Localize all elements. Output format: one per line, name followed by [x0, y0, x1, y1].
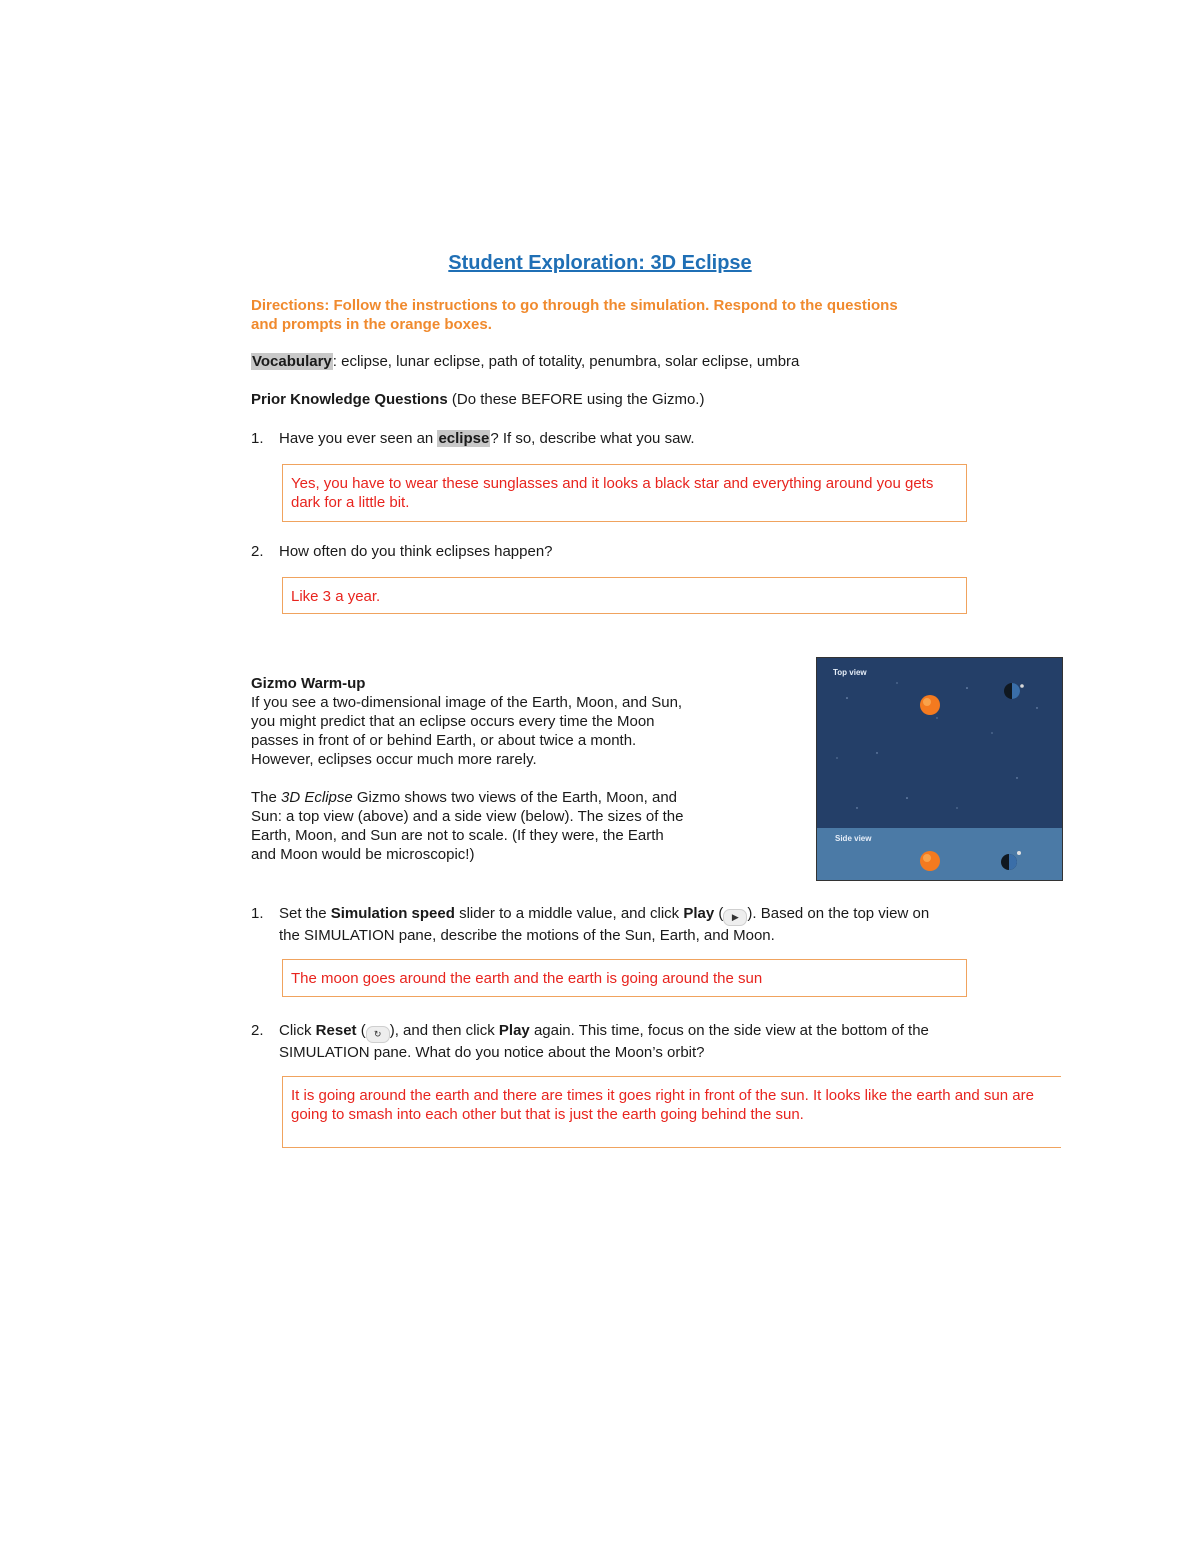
question-number: 1.	[251, 905, 264, 922]
question-number: 2.	[251, 1022, 264, 1039]
earth-side-icon	[997, 846, 1027, 876]
answer-box-warmup-1[interactable]: The moon goes around the earth and the earth is going around the sun	[282, 959, 967, 997]
warmup-question-1	[251, 904, 951, 944]
warmup-paragraph-2: The 3D Eclipse Gizmo shows two views of the Earth, Moon, and Sun: a top view (above) and a side view (below). The sizes of the Earth, Moon, and Sun are not to scale. (If they were, the Earth and Moon would be microscopic!)	[251, 789, 684, 863]
answer-box-prior-2[interactable]: Like 3 a year.	[282, 577, 967, 614]
prior-question-1	[251, 429, 951, 449]
answer-box-prior-1[interactable]: Yes, you have to wear these sunglasses and it looks a black star and everything around you gets dark for a little bit.	[282, 464, 967, 522]
warmup-paragraph-1: If you see a two-dimensional image of the Earth, Moon, and Sun, you might predict that an eclipse occurs every time the Moon passes in front of or behind Earth, or about twice a month. However, eclipses occur much more rarely.	[251, 694, 683, 768]
directions-text: Directions: Follow the instructions to go through the simulation. Respond to the questions and prompts in the orange boxes.	[251, 297, 898, 333]
top-view-label: Top view	[833, 668, 867, 677]
question-text: Click Reset ( ↻ ), and then click Play again. This time, focus on the side view at the bottom of the SIMULATION pane. What do you notice about the Moon’s orbit?	[279, 1022, 929, 1061]
warmup-question-2	[251, 1021, 951, 1061]
prior-note: (Do these BEFORE using the Gizmo.)	[447, 391, 705, 408]
side-view-label: Side view	[835, 834, 872, 843]
warmup-section	[251, 674, 691, 883]
eclipse-highlight: eclipse	[438, 430, 490, 447]
warmup-heading: Gizmo Warm-up	[251, 675, 366, 692]
vocabulary-line	[251, 353, 799, 370]
vocabulary-label: Vocabulary	[252, 353, 332, 370]
play-icon: ▶	[723, 909, 747, 926]
question-text: Have you ever seen an eclipse? If so, describe what you saw.	[279, 430, 695, 447]
prior-heading: Prior Knowledge Questions	[251, 391, 448, 408]
answer-box-warmup-2[interactable]: It is going around the earth and there are times it goes right in front of the sun. It looks like the earth and sun are going to smash into each other but that is just the earth going behind the sun.	[282, 1076, 1061, 1148]
prior-question-2	[251, 542, 951, 562]
page-title: Student Exploration: 3D Eclipse	[448, 252, 752, 274]
sun-icon	[915, 690, 945, 720]
earth-icon	[997, 680, 1027, 710]
reset-icon: ↻	[366, 1026, 390, 1043]
gizmo-screenshot	[816, 657, 1063, 881]
prior-knowledge-heading	[251, 391, 704, 408]
question-number: 1.	[251, 430, 264, 447]
question-text: How often do you think eclipses happen?	[279, 543, 553, 560]
question-text: Set the Simulation speed slider to a middle value, and click Play ( ▶ ). Based on the top view on the SIMULATION pane, describe the motions of the Sun, Earth, and Moon.	[279, 905, 930, 944]
question-number: 2.	[251, 543, 264, 560]
sun-side-icon	[915, 846, 945, 876]
vocabulary-terms: : eclipse, lunar eclipse, path of totality, penumbra, solar eclipse, umbra	[332, 353, 800, 370]
